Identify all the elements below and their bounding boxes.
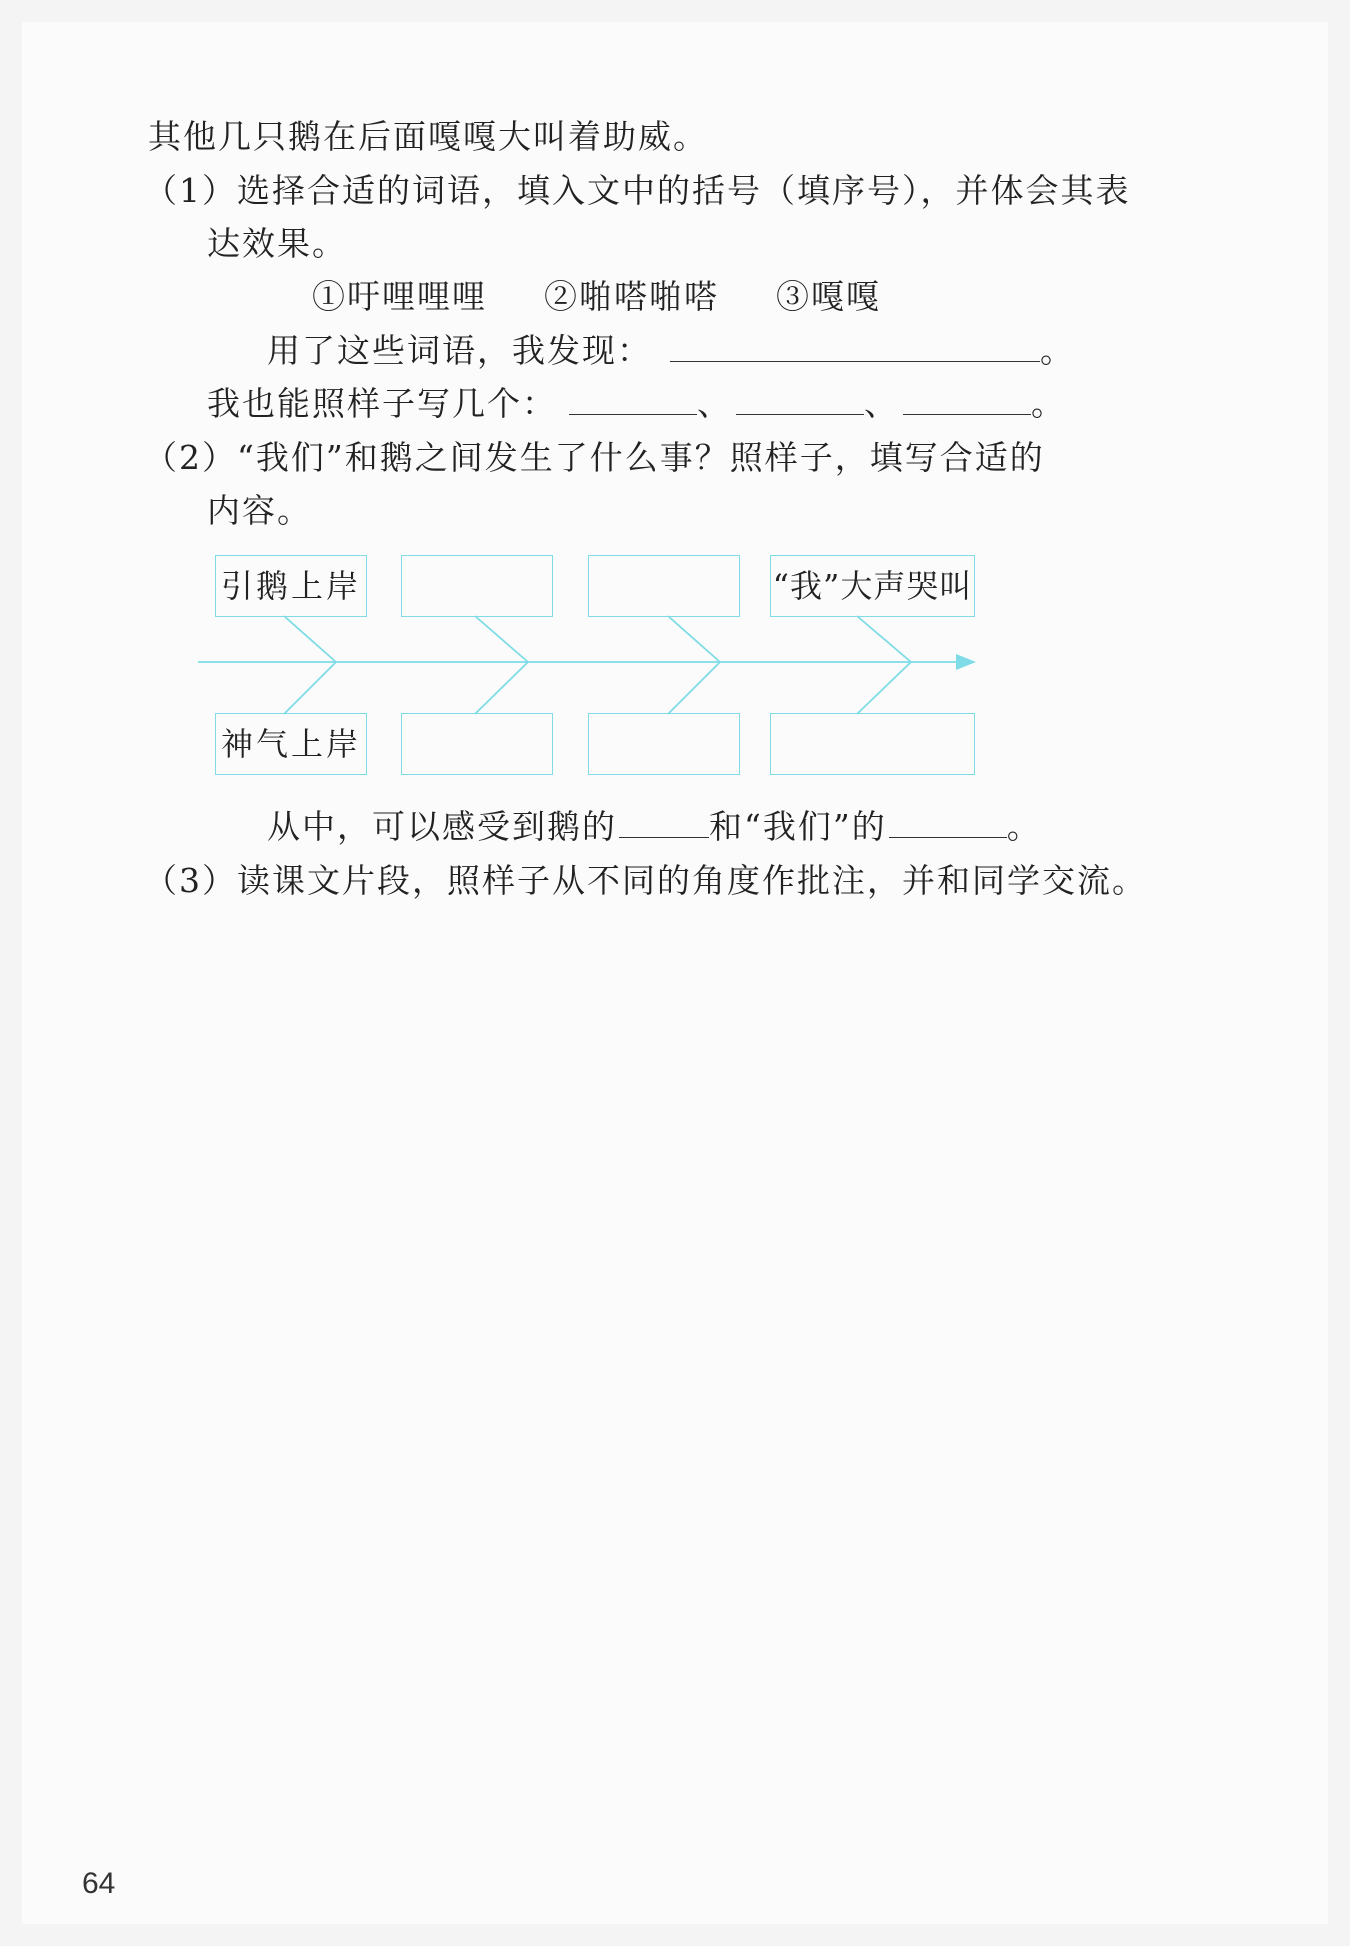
bone-2 <box>475 616 528 714</box>
fishbone-diagram <box>22 22 1328 822</box>
q1-text-line2: 达效果。 <box>207 224 347 263</box>
top-box-2[interactable] <box>401 555 553 617</box>
write-sep-2: 、 <box>864 384 899 423</box>
feel-blank-1[interactable] <box>619 829 709 838</box>
bone-4 <box>857 616 911 714</box>
option-1: ①吁哩哩哩 <box>312 277 487 316</box>
discover-label: 用了这些词语，我发现： <box>267 331 652 370</box>
q2-text-line1: “我们”和鹅之间发生了什么事？照样子，填写合适的 <box>237 438 1045 477</box>
page-number: 64 <box>82 1867 116 1900</box>
feel-prefix: 从中，可以感受到鹅的 <box>267 807 617 846</box>
write-label: 我也能照样子写几个： <box>207 384 557 423</box>
q2-number: （2） <box>144 438 237 477</box>
top-box-4: “我”大声哭叫 <box>770 555 975 617</box>
arrow-head-icon <box>956 654 976 670</box>
feel-mid: 和“我们”的 <box>709 807 887 846</box>
q1-text-line1: 选择合适的词语，填入文中的括号（填序号），并体会其表 <box>237 171 1131 210</box>
option-3: ③嘎嘎 <box>776 277 881 316</box>
top-box-3[interactable] <box>588 555 740 617</box>
feel-end: 。 <box>1006 807 1042 846</box>
bottom-box-1: 神气上岸 <box>215 713 367 775</box>
top-box-1: 引鹅上岸 <box>215 555 367 617</box>
write-end: 。 <box>1031 384 1066 423</box>
write-sep-1: 、 <box>697 384 732 423</box>
workbook-page <box>22 22 1328 1924</box>
bottom-box-3[interactable] <box>588 713 740 775</box>
q3-line <box>144 859 1147 903</box>
option-2: ②啪嗒啪嗒 <box>544 277 719 316</box>
q2-text-line2: 内容。 <box>207 491 312 530</box>
q3-text: 读课文片段，照样子从不同的角度作批注，并和同学交流。 <box>237 861 1147 900</box>
bottom-box-2[interactable] <box>401 713 553 775</box>
bone-3 <box>668 616 720 714</box>
discover-end: 。 <box>1040 331 1075 370</box>
bone-1 <box>284 616 336 714</box>
bottom-box-4[interactable] <box>770 713 975 775</box>
intro-line: 其他几只鹅在后面嘎嘎大叫着助威。 <box>148 117 708 156</box>
feel-line <box>267 805 1042 849</box>
q3-number: （3） <box>144 861 237 900</box>
feel-blank-2[interactable] <box>889 829 1007 838</box>
q1-number: （1） <box>144 171 237 210</box>
